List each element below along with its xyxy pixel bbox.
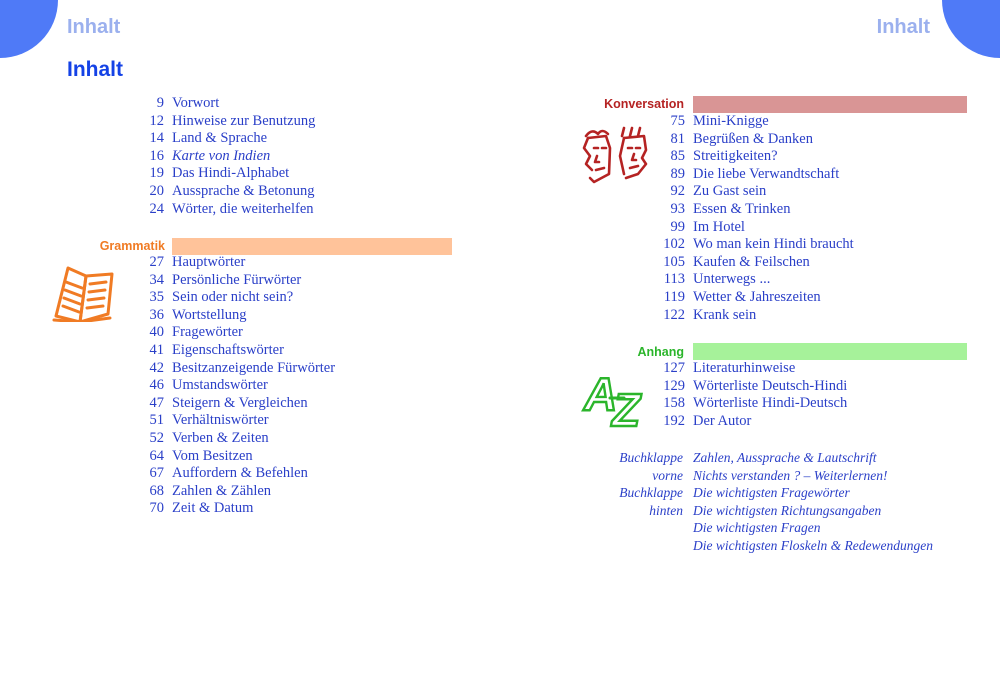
toc-entry[interactable] <box>637 131 997 149</box>
toc-entry[interactable] <box>637 307 997 325</box>
entry-title: Verhältniswörter <box>172 412 269 429</box>
flap-label-front: Buchklappe <box>619 450 683 465</box>
toc-entry[interactable] <box>116 201 476 219</box>
page-number: 105 <box>663 253 685 270</box>
entry-title: Wo man kein Hindi braucht <box>693 236 854 253</box>
toc-entry[interactable] <box>116 483 476 501</box>
page-number: 122 <box>663 306 685 323</box>
toc-entry[interactable] <box>116 500 476 518</box>
toc-entry[interactable] <box>116 395 476 413</box>
toc-entry[interactable] <box>116 307 476 325</box>
entry-title: Kaufen & Feilschen <box>693 253 810 270</box>
toc-entry[interactable] <box>116 148 476 166</box>
page-number: 81 <box>670 130 685 147</box>
page-number: 9 <box>156 95 164 111</box>
entry-title: Persönliche Fürwörter <box>172 271 302 288</box>
corner-decoration-right <box>942 0 1000 58</box>
flap-entry[interactable]: Die wichtigsten Richtungsangaben <box>693 502 882 518</box>
entry-title: Die liebe Verwandtschaft <box>693 165 840 182</box>
page-number: 158 <box>663 395 685 412</box>
page-number: 16 <box>149 147 164 164</box>
page-number: 93 <box>670 200 685 217</box>
entry-title: Zahlen & Zählen <box>172 482 272 499</box>
toc-entry[interactable] <box>637 360 997 378</box>
toc-entry[interactable] <box>637 148 997 166</box>
page-number: 119 <box>663 288 685 305</box>
entry-title: Auffordern & Befehlen <box>172 465 308 482</box>
toc-entry[interactable] <box>637 166 997 184</box>
page-number: 12 <box>149 112 164 129</box>
entry-title: Hauptwörter <box>172 254 246 270</box>
entry-title: Aussprache & Betonung <box>172 182 315 199</box>
page-number: 46 <box>149 377 164 394</box>
entry-title: Vom Besitzen <box>172 447 253 464</box>
entry-title: Wörterliste Hindi-Deutsch <box>693 395 848 412</box>
page-number: 99 <box>670 218 685 235</box>
page-number: 68 <box>149 482 164 499</box>
entry-title: Eigenschaftswörter <box>172 341 284 358</box>
toc-entry[interactable] <box>116 430 476 448</box>
entry-title: Literaturhinweise <box>693 360 796 376</box>
entry-title: Land & Sprache <box>172 130 268 147</box>
entry-title: Hinweise zur Benutzung <box>172 112 316 129</box>
flap-entry[interactable]: Die wichtigsten Floskeln & Redewendungen <box>693 538 933 553</box>
toc-entry[interactable] <box>637 113 997 131</box>
toc-entry[interactable] <box>116 377 476 395</box>
page-number: 20 <box>149 182 164 199</box>
toc-intro <box>116 95 476 218</box>
entry-title: Wörterliste Deutsch-Hindi <box>693 377 848 394</box>
entry-title: Streitigkeiten? <box>693 148 778 165</box>
page-number: 75 <box>670 113 685 129</box>
entry-title: Besitzanzeigende Fürwörter <box>172 359 336 376</box>
page-number: 51 <box>149 412 164 429</box>
page-number: 36 <box>149 306 164 323</box>
toc-grammatik <box>116 254 476 518</box>
toc-entry[interactable] <box>116 448 476 466</box>
toc-entry[interactable] <box>116 165 476 183</box>
running-head-right: Inhalt <box>876 16 930 38</box>
page-number: 129 <box>663 377 685 394</box>
entry-title: Krank sein <box>693 306 757 323</box>
page-number: 52 <box>149 429 164 446</box>
open-book-icon <box>50 262 120 322</box>
toc-entry[interactable] <box>637 201 997 219</box>
entry-title: Der Autor <box>693 412 752 429</box>
running-head-left: Inhalt <box>67 16 121 38</box>
toc-entry[interactable] <box>637 413 997 431</box>
toc-entry[interactable] <box>637 378 997 396</box>
entry-title: Steigern & Vergleichen <box>172 394 308 411</box>
page-number: 113 <box>663 271 685 288</box>
toc-entry[interactable] <box>116 272 476 290</box>
section-heading-konversation: Konversation <box>604 97 684 111</box>
page-number: 127 <box>663 360 685 376</box>
toc-entry[interactable] <box>116 465 476 483</box>
page-number: 102 <box>663 236 685 253</box>
entry-title: Zeit & Datum <box>172 500 254 517</box>
toc-entry[interactable] <box>116 254 476 272</box>
flap-label-back: Buchklappe <box>619 485 683 501</box>
toc-entry[interactable] <box>116 360 476 378</box>
entry-title: Mini-Knigge <box>693 113 769 129</box>
page-number: 70 <box>149 500 164 517</box>
entry-title: Im Hotel <box>693 218 745 235</box>
section-bar-grammatik <box>172 238 452 255</box>
a-z-letter-z: Z <box>612 384 641 432</box>
flap-section <box>617 449 997 559</box>
page-number: 27 <box>149 254 164 270</box>
page-number: 35 <box>149 289 164 306</box>
flap-label-front-sub: vorne <box>652 467 683 483</box>
toc-entry[interactable] <box>116 183 476 201</box>
toc-entry[interactable] <box>637 289 997 307</box>
page-number: 92 <box>670 183 685 200</box>
corner-decoration-left <box>0 0 58 58</box>
flap-entry[interactable]: Zahlen, Aussprache & Lautschrift <box>693 450 877 465</box>
flap-entry[interactable]: Die wichtigsten Fragewörter <box>693 485 850 501</box>
entry-title: Essen & Trinken <box>693 200 791 217</box>
toc-entry[interactable] <box>637 236 997 254</box>
flap-label-back-sub: hinten <box>649 502 683 518</box>
entry-title: Sein oder nicht sein? <box>172 289 294 306</box>
page-number: 14 <box>149 130 164 147</box>
toc-entry[interactable] <box>116 289 476 307</box>
toc-entry[interactable] <box>637 395 997 413</box>
entry-title: Wörter, die weiterhelfen <box>172 200 314 217</box>
section-bar-konversation <box>693 96 967 113</box>
entry-title: Das Hindi-Alphabet <box>172 165 290 182</box>
entry-title: Vorwort <box>172 95 220 111</box>
toc-anhang <box>637 360 997 430</box>
section-bar-anhang <box>693 343 967 360</box>
section-heading-grammatik: Grammatik <box>99 239 165 253</box>
page-number: 64 <box>149 447 164 464</box>
toc-entry[interactable] <box>116 342 476 360</box>
entry-title: Wortstellung <box>172 306 247 323</box>
toc-entry[interactable] <box>116 412 476 430</box>
page-number: 34 <box>149 271 164 288</box>
entry-title: Verben & Zeiten <box>172 429 269 446</box>
toc-entry[interactable] <box>637 271 997 289</box>
page-number: 19 <box>149 165 164 182</box>
page-number: 85 <box>670 148 685 165</box>
entry-title: Wetter & Jahreszeiten <box>693 288 821 305</box>
entry-title: Zu Gast sein <box>693 183 767 200</box>
page-number: 40 <box>149 324 164 341</box>
entry-title: Begrüßen & Danken <box>693 130 813 147</box>
toc-entry[interactable] <box>116 130 476 148</box>
page-number: 67 <box>149 465 164 482</box>
entry-title: Unterwegs ... <box>693 271 771 288</box>
toc-entry[interactable] <box>637 183 997 201</box>
section-heading-anhang: Anhang <box>637 345 684 359</box>
flap-entry[interactable]: Nichts verstanden ? – Weiterlernen! <box>693 467 888 483</box>
page-number: 192 <box>663 412 685 429</box>
toc-entry[interactable] <box>637 254 997 272</box>
toc-entry[interactable] <box>116 95 476 113</box>
a-z-letter-a: A <box>584 368 618 420</box>
page-number: 41 <box>149 341 164 358</box>
page-number: 47 <box>149 394 164 411</box>
toc-entry[interactable] <box>116 324 476 342</box>
page-number: 89 <box>670 165 685 182</box>
entry-title: Umstandswörter <box>172 377 268 394</box>
flap-entry[interactable]: Die wichtigsten Fragen <box>693 520 821 536</box>
page-title: Inhalt <box>67 58 123 81</box>
page-number: 24 <box>149 200 164 217</box>
toc-entry[interactable] <box>116 113 476 131</box>
entry-title: Fragewörter <box>172 324 243 341</box>
toc-konversation <box>637 113 997 324</box>
page-number: 42 <box>149 359 164 376</box>
entry-title: Karte von Indien <box>172 147 271 164</box>
toc-entry[interactable] <box>637 219 997 237</box>
